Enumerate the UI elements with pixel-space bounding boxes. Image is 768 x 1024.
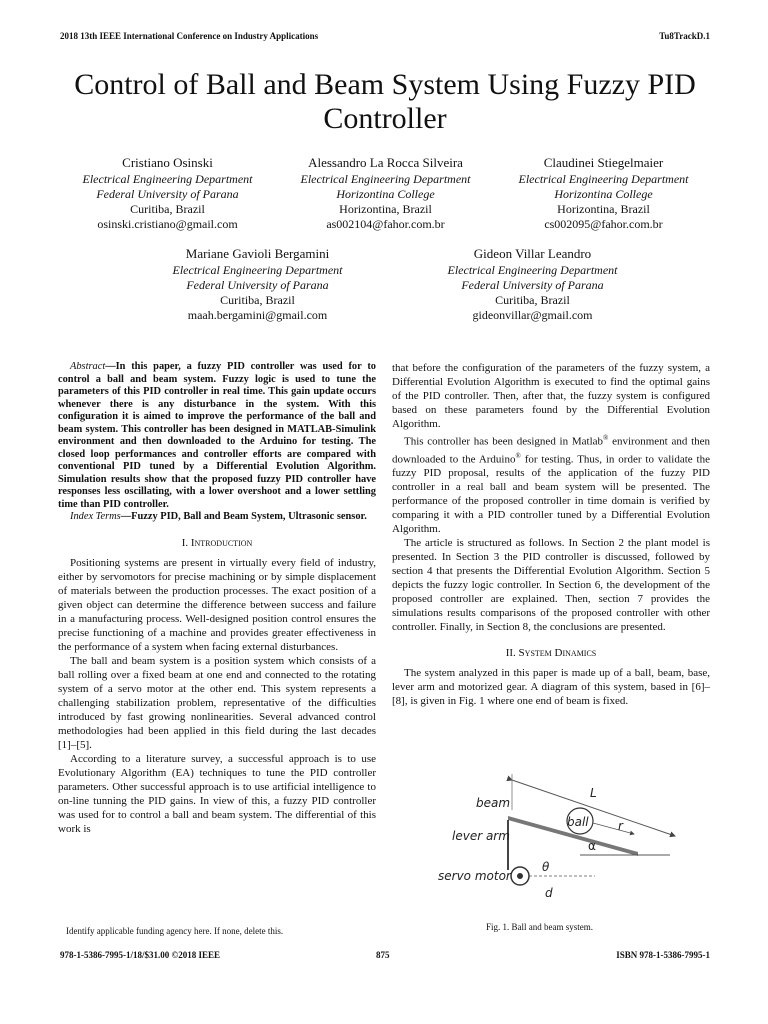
author-name: Mariane Gavioli Bergamini [185, 246, 330, 261]
d-label: d [545, 886, 553, 900]
track-header: Tu8TrackD.1 [659, 31, 710, 41]
length-label: L [590, 786, 597, 800]
abstract [58, 361, 376, 511]
author-city: Curitiba, Brazil [220, 293, 295, 307]
paragraph: The system analyzed in this paper is made up of a ball, beam, base, lever arm and motorized gear. A diagram of this system, based in [6]–[8], is given in Fig. 1 where one end of beam is fixed. [392, 667, 710, 708]
left-column [58, 361, 376, 836]
footer-page-number: 875 [376, 950, 390, 960]
abstract-text: —In this paper, a fuzzy PID controller was used for to control a ball and beam system. Fuzzy logic is used to tune the parameters of this PID controller in real time. This gain update occurs whenever there is any disturbance in the system. With this configuration it is aimed to improve the performance of the ball and beam system. This controller has been designed in MATLAB-Simulink environment and then downloaded to the Arduino for testing. The closed loop performances and controller efforts are compared with conventional PID tuned by a Differential Evolution Algorithm. Simulation results show that the proposed fuzzy PID controller have responses less oscillating, with a lower overshoot and a lower settling time than PID controller. [58, 361, 376, 510]
author-email: gideonvillar@gmail.com [472, 308, 593, 322]
author-block-5 [425, 246, 640, 323]
author-email: maah.bergamini@gmail.com [187, 308, 328, 322]
conference-header: 2018 13th IEEE International Conference on Industry Applications [60, 31, 319, 41]
footer-isbn: ISBN 978-1-5386-7995-1 [616, 950, 710, 960]
author-inst: Federal University of Parana [186, 278, 329, 292]
paragraph-text: for testing. Thus, in order to validate the fuzzy PID proposal, results of the application of the fuzzy PID controller in a real ball and beam system will be presented. The performance of the proposed controller in time domain is verified by comparing it with a PID controller tuned by a Differential Evolution Algorithm. [392, 453, 710, 536]
index-terms-text: —Fuzzy PID, Ball and Beam System, Ultrasonic sensor. [120, 511, 367, 522]
ball-label: ball [567, 815, 589, 829]
author-inst: Federal University of Parana [461, 278, 604, 292]
paper-title: Control of Ball and Beam System Using Fuzzy PID Controller [74, 68, 696, 135]
author-city: Curitiba, Brazil [495, 293, 570, 307]
author-city: Horizontina, Brazil [557, 202, 650, 216]
paragraph: The article is structured as follows. In Section 2 the plant model is presented. In Section 3 the PID controller is discussed, followed by section 4 that presents the Differential Evolution Algorithm. Section 5 depicts the fuzzy logic controller. In Section 6, the development of the proposed controller are explained. Then, section 7 provides the simulations results comparisons of the proposed controller with other controller. Finally, in Section 8, the conclusions are presented. [392, 537, 710, 634]
registered-mark: ® [515, 451, 521, 460]
author-dept: Electrical Engineering Department [172, 263, 343, 277]
author-email: osinski.cristiano@gmail.com [97, 217, 238, 231]
author-block-1 [60, 155, 275, 232]
alpha-label: α [588, 839, 596, 853]
footer-copyright: 978-1-5386-7995-1/18/$31.00 ©2018 IEEE [60, 950, 220, 960]
author-dept: Electrical Engineering Department [518, 172, 689, 186]
section-heading-system-dynamics: II. System Dinamics [505, 647, 597, 660]
servo-motor-label: servo motor [438, 869, 511, 883]
r-dimension-line [593, 823, 634, 834]
author-block-2 [278, 155, 493, 232]
index-terms-label: Index Terms [70, 511, 121, 522]
author-inst: Horizontina College [554, 187, 653, 201]
author-dept: Electrical Engineering Department [82, 172, 253, 186]
beam-label: beam [476, 796, 511, 810]
paragraph: that before the configuration of the parameters of the fuzzy system, a Differential Evolution Algorithm is executed to find the optimal gains of the PID controller. Then, after that, the fuzzy system is configured based on these parameters found by the Differential Evolution Algorithm. [392, 362, 710, 430]
paragraph [392, 431, 710, 536]
author-name: Gideon Villar Leandro [473, 246, 592, 261]
ball-and-beam-diagram [430, 770, 710, 915]
author-name: Alessandro La Rocca Silveira [308, 155, 463, 170]
paragraph: The ball and beam system is a position system which consists of a ball rolling over a fixed beam at one end and connected to the rotating system of a servo motor at the other end. This system represents a challenging stabilization problem, representative of the difficulties introduced by fast growing nonlinearities. Several advanced control methodologies had been applied in this field during the last decades [1]–[5]. [58, 654, 376, 751]
paragraph: Positioning systems are present in virtually every field of industry, either by servomotors for precise machining or by simple displacement of materials between the production processes. The exact position of a given object can determine the difference between success and failure in a manufacturing process. Well-designed position control ensures the precise functioning of a machine and provides greater effectiveness in the performance of a system when facing external disturbances. [58, 556, 376, 653]
paragraph-text: environment and then downloaded to the Arduino [392, 435, 711, 466]
author-block-3 [496, 155, 711, 232]
theta-label: θ [542, 860, 550, 874]
author-block-4 [150, 246, 365, 323]
author-dept: Electrical Engineering Department [300, 172, 471, 186]
author-email: cs002095@fahor.com.br [544, 217, 663, 231]
author-email: as002104@fahor.com.br [326, 217, 445, 231]
registered-mark: ® [603, 434, 609, 442]
r-label: r [618, 819, 623, 833]
author-name: Cristiano Osinski [122, 155, 213, 170]
figure-caption: Fig. 1. Ball and beam system. [486, 922, 593, 932]
lever-arm-label: lever arm [452, 829, 510, 843]
figure-ball-and-beam [430, 770, 710, 915]
servo-hub [517, 873, 523, 879]
section-heading-introduction: I. Introduction [181, 536, 253, 549]
abstract-label: Abstract [70, 361, 106, 372]
paragraph-text: This controller has been designed in Matlab [404, 435, 604, 448]
author-city: Curitiba, Brazil [130, 202, 205, 216]
author-dept: Electrical Engineering Department [447, 263, 618, 277]
right-column [392, 361, 710, 708]
author-inst: Federal University of Parana [96, 187, 239, 201]
author-city: Horizontina, Brazil [339, 202, 432, 216]
index-terms [58, 511, 376, 524]
paragraph: According to a literature survey, a successful approach is to use Evolutionary Algorithm (EA) techniques to tune the PID controller parameters. Other successful approach is to use artificial intelligence to on-line tunning the PID gains. In view of this, a fuzzy PID controller was used for to control a ball and beam system. The differential of this work is [58, 752, 376, 835]
author-inst: Horizontina College [336, 187, 435, 201]
funding-footnote: Identify applicable funding agency here. If none, delete this. [66, 926, 284, 936]
author-name: Claudinei Stiegelmaier [543, 155, 664, 170]
